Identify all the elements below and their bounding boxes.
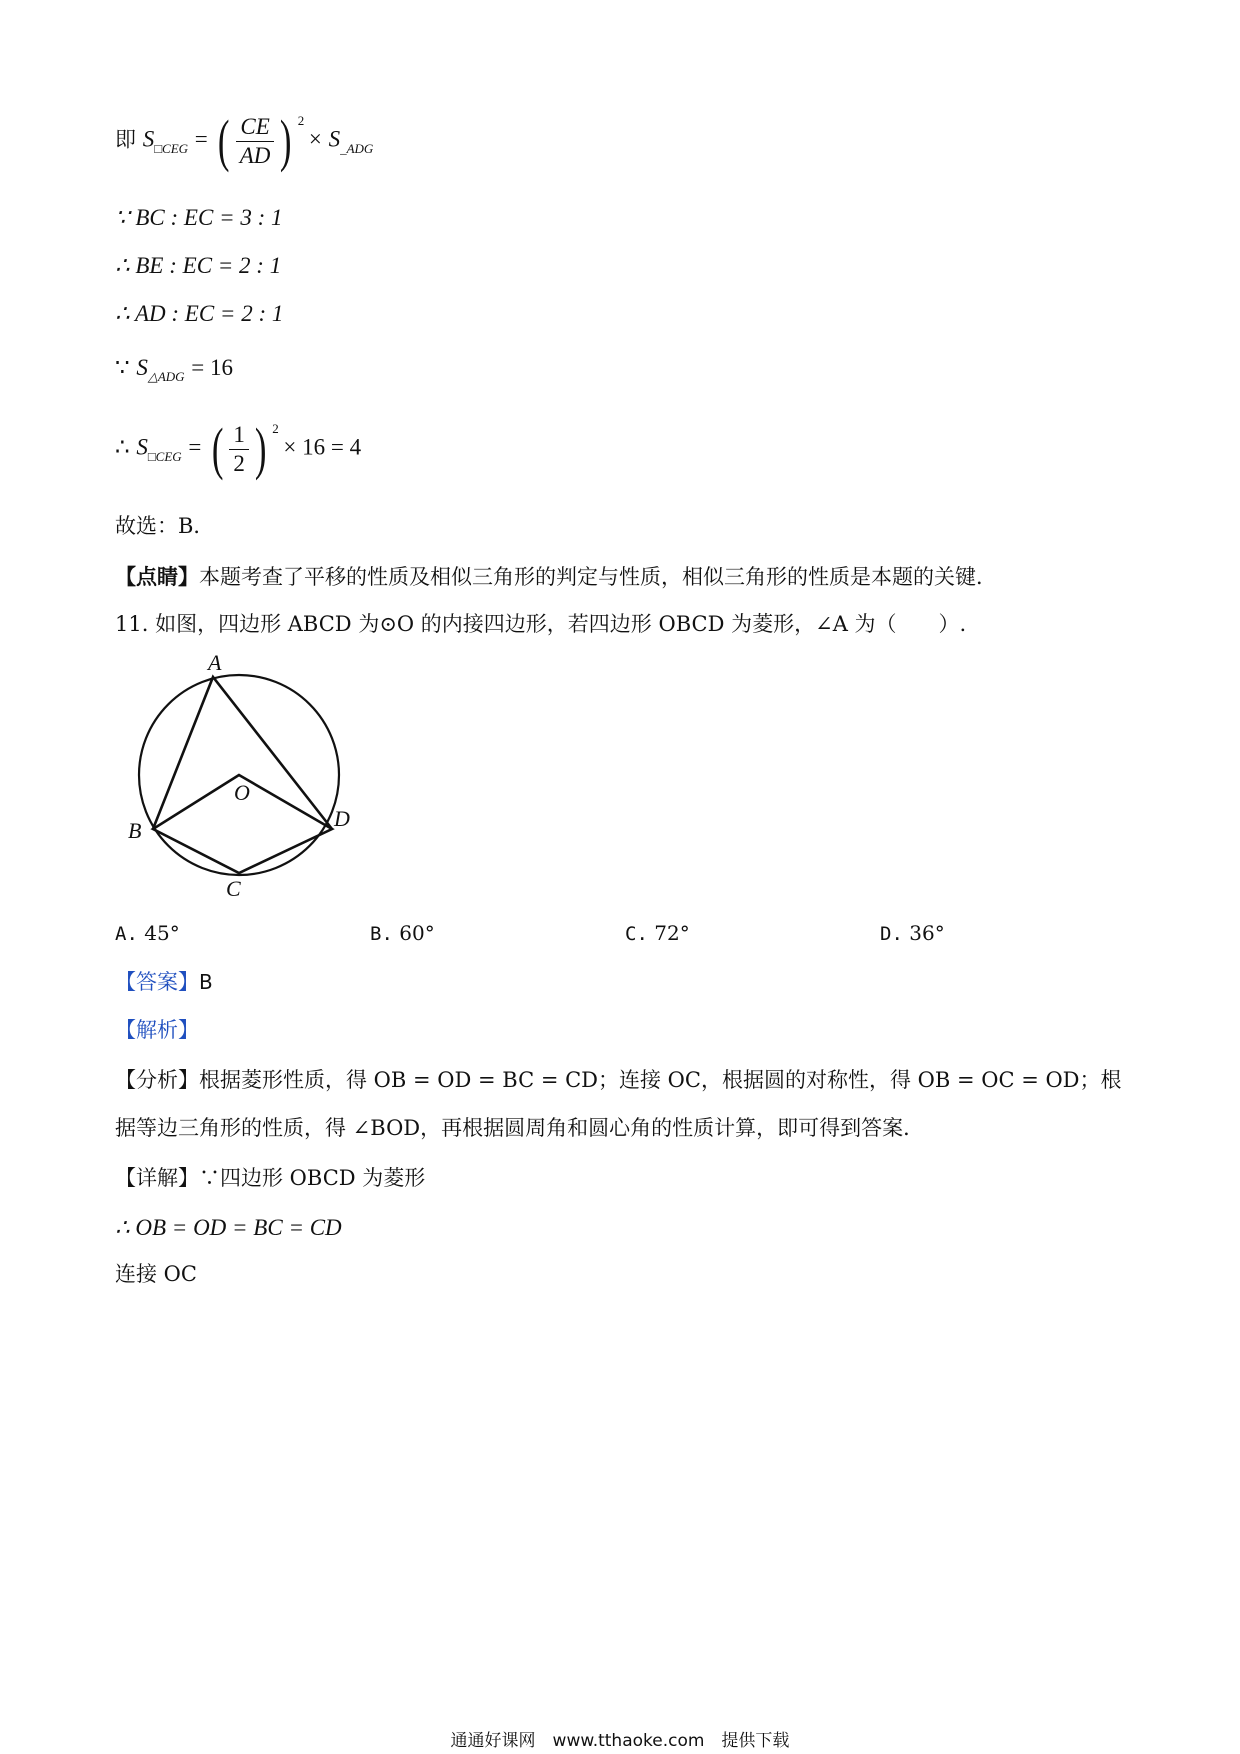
formula-line-2: ∵ BC : EC = 3 : 1 (115, 205, 283, 230)
result-text: × 16 = 4 (283, 434, 362, 460)
right-paren: ) (280, 108, 292, 173)
exponent-2: 2 (272, 420, 279, 436)
label-o: O (234, 780, 250, 805)
option-d-label: D. (880, 923, 903, 945)
option-c (625, 921, 690, 945)
fraction-ce-ad (236, 113, 275, 169)
answer-tag: 【答案】 (115, 970, 199, 994)
prefix-ji: 即 (115, 127, 136, 152)
therefore-sign: ∴ (115, 434, 130, 460)
detail-line-3: 连接 OC (115, 1262, 197, 1286)
circle-figure (110, 650, 370, 910)
subscript-tri-adg: △ADG (147, 369, 185, 384)
detail-line-1 (115, 1168, 425, 1189)
option-a-value: 45° (144, 921, 180, 945)
subscript-ceg: □CEG (154, 140, 189, 156)
option-d (880, 921, 945, 945)
label-d: D (334, 806, 350, 831)
exponent: 2 (297, 112, 305, 128)
because-sign: ∵ (115, 355, 130, 380)
equals-16: = 16 (191, 355, 233, 380)
left-paren: ( (218, 108, 230, 173)
fraction-one-half (229, 421, 249, 477)
option-a-label: A. (115, 923, 138, 945)
analysis-tag-fenxi: 【分析】 (115, 1068, 199, 1092)
note-text: 本题考查了平移的性质及相似三角形的判定与性质，相似三角形的性质是本题的关键． (199, 565, 997, 589)
option-d-value: 36° (909, 921, 945, 945)
footer-watermark: 通通好课网 www.tthaoke.com 提供下载 (450, 1731, 790, 1751)
formula-line-6 (115, 416, 362, 481)
symbol-s-3: S (136, 355, 148, 380)
option-c-value: 72° (654, 921, 690, 945)
label-b: B (128, 818, 142, 843)
right-paren-2: ) (254, 416, 267, 481)
analysis-line-1 (115, 1070, 1122, 1091)
note-line (115, 566, 997, 588)
note-tag: 【点睛】 (115, 564, 199, 589)
fraction-numerator: CE (236, 113, 273, 142)
answer-line (115, 972, 213, 993)
formula-line-3: ∴ BE : EC = 2 : 1 (115, 253, 282, 278)
fraction-denominator: AD (239, 142, 271, 168)
choice-line: 故选：B． (115, 514, 215, 538)
symbol-s: S (142, 126, 155, 152)
label-c: C (226, 876, 241, 901)
equals-sign: = (194, 126, 208, 152)
option-c-label: C. (625, 923, 648, 945)
detail-text: ∵四边形 OBCD 为菱形 (199, 1166, 426, 1190)
fraction-denominator-2: 2 (233, 450, 245, 476)
fraction-numerator-2: 1 (229, 421, 249, 450)
detail-line-2: ∴ OB = OD = BC = CD (115, 1215, 342, 1240)
formula-line-1 (115, 108, 374, 173)
left-paren-2: ( (211, 416, 224, 481)
option-a (115, 921, 180, 945)
formula-line-4: ∴ AD : EC = 2 : 1 (115, 301, 284, 326)
times-sign: × (308, 126, 322, 152)
option-b-value: 60° (399, 921, 435, 945)
subscript-adg: _ADG (340, 140, 374, 156)
analysis-text-1: 根据菱形性质，得 OB = OD = BC = CD；连接 OC，根据圆的对称性，得 OB = OC = OD；根 (199, 1068, 1122, 1092)
analysis-line-2: 据等边三角形的性质，得 ∠BOD，再根据圆周角和圆心角的性质计算，即可得到答案． (115, 1116, 925, 1140)
symbol-s-2: S (328, 126, 341, 152)
analysis-tag: 【解析】 (115, 1018, 199, 1042)
question-line: 11. 如图，四边形 ABCD 为⊙O 的内接四边形，若四边形 OBCD 为菱形，∠A 为（ ）. (115, 612, 967, 636)
subscript-ceg-2: □CEG (147, 448, 182, 464)
equals-sign-2: = (188, 434, 202, 460)
symbol-s-4: S (136, 434, 148, 460)
label-a: A (208, 650, 222, 675)
option-b-label: B. (370, 923, 393, 945)
detail-tag: 【详解】 (115, 1166, 199, 1190)
formula-line-5 (115, 355, 233, 384)
option-b (370, 921, 435, 945)
answer-value: B (199, 970, 213, 994)
